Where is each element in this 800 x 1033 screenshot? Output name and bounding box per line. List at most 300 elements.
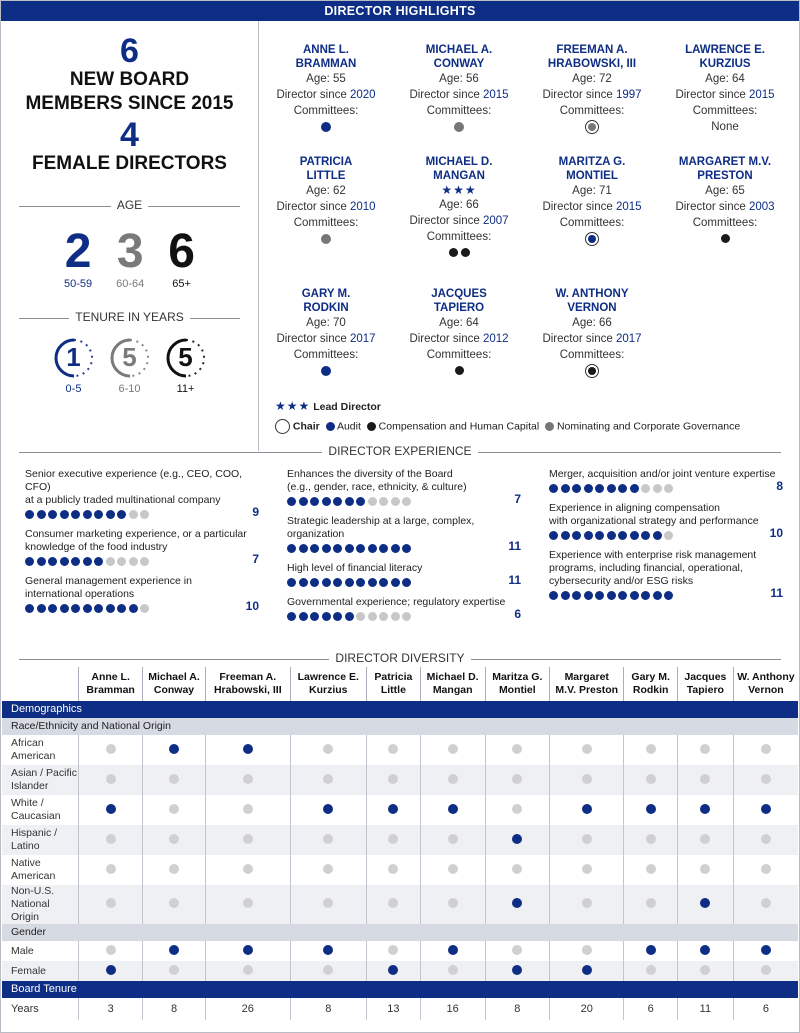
column-header-line2: Bramman	[86, 684, 135, 696]
experience-dot-empty	[391, 497, 400, 506]
diversity-cell	[206, 825, 290, 855]
row-label-line1: Male	[11, 944, 34, 957]
unmarked-dot-icon	[700, 774, 710, 784]
unmarked-dot-icon	[388, 744, 398, 754]
row-label-line1: Female	[11, 964, 47, 977]
director-name-last: PRESTON	[697, 170, 753, 182]
tenure-ring	[164, 336, 208, 380]
unmarked-dot-icon	[106, 898, 116, 908]
experience-dot-bar	[25, 557, 259, 566]
director-card	[527, 43, 657, 137]
experience-text: programs, including financial, operational,	[549, 562, 743, 574]
experience-dot-filled	[630, 484, 639, 493]
committee-marks	[394, 363, 524, 381]
diversity-cell	[550, 961, 624, 981]
committee-marks	[394, 119, 524, 137]
experience-text: organization	[287, 528, 345, 540]
tenure-group	[164, 336, 208, 395]
compensation-dot-icon	[367, 422, 376, 431]
diversity-cell	[420, 825, 485, 855]
experience-dot-empty	[368, 612, 377, 621]
tenure-group-count: 5	[122, 342, 137, 372]
experience-dot-filled	[25, 510, 34, 519]
diversity-cell	[206, 961, 290, 981]
unmarked-dot-icon	[106, 945, 116, 955]
column-header-line2: Montiel	[498, 684, 536, 696]
diversity-cell	[206, 885, 290, 924]
diversity-cell	[733, 941, 798, 961]
row-label-line1: Hispanic /	[11, 827, 58, 839]
diversity-cell	[79, 795, 143, 825]
unmarked-dot-icon	[646, 744, 656, 754]
experience-dot-filled	[117, 604, 126, 613]
director-since-year: 1997	[615, 89, 642, 101]
diversity-cell	[143, 735, 206, 765]
marked-dot-icon	[512, 898, 522, 908]
unmarked-dot-icon	[388, 864, 398, 874]
unmarked-dot-icon	[512, 945, 522, 955]
experience-dot-filled	[333, 578, 342, 587]
experience-dot-empty	[664, 484, 673, 493]
experience-count: 10	[245, 599, 259, 613]
marked-dot-icon	[700, 898, 710, 908]
director-since-label: Director since	[675, 201, 746, 213]
row-label-line2: Islander	[11, 780, 49, 792]
experience-item	[287, 468, 521, 506]
unmarked-dot-icon	[512, 864, 522, 874]
experience-dot-empty	[140, 604, 149, 613]
director-column-header	[733, 667, 798, 701]
marked-dot-icon	[106, 804, 116, 814]
years-value: 8	[485, 998, 550, 1020]
diversity-cell	[485, 885, 550, 924]
experience-dot-filled	[572, 531, 581, 540]
demographics-band-label: Demographics	[2, 701, 798, 718]
director-experience	[1, 444, 799, 658]
diversity-cell	[733, 961, 798, 981]
diversity-cell	[624, 961, 678, 981]
years-value: 3	[79, 998, 143, 1020]
experience-dot-filled	[94, 604, 103, 613]
director-name-first: ANNE L.	[303, 44, 349, 56]
director-name-last: MANGAN	[433, 170, 485, 182]
experience-dot-filled	[37, 604, 46, 613]
unmarked-dot-icon	[646, 834, 656, 844]
diversity-cell	[624, 825, 678, 855]
unmarked-dot-icon	[512, 774, 522, 784]
unmarked-dot-icon	[323, 898, 333, 908]
experience-count: 8	[776, 479, 783, 493]
experience-text: cybersecurity and/or ESG risks	[549, 575, 694, 587]
unmarked-dot-icon	[582, 774, 592, 784]
diversity-row-label	[2, 941, 79, 961]
committees-label: Committees:	[559, 217, 625, 229]
committees-label: Committees:	[293, 105, 359, 117]
lead-director-stars-icon: ★★★	[275, 399, 311, 413]
compensation-committee-icon	[461, 248, 470, 257]
unmarked-dot-icon	[448, 774, 458, 784]
marked-dot-icon	[323, 945, 333, 955]
experience-text: Experience in aligning compensation	[549, 502, 721, 514]
experience-dot-empty	[641, 484, 650, 493]
experience-item	[549, 502, 783, 540]
unmarked-dot-icon	[582, 744, 592, 754]
diversity-cell	[143, 795, 206, 825]
director-since-label: Director since	[542, 201, 613, 213]
marked-dot-icon	[169, 744, 179, 754]
tenure-group	[108, 336, 152, 395]
experience-dot-filled	[379, 544, 388, 553]
experience-dot-filled	[37, 510, 46, 519]
diversity-cell	[550, 795, 624, 825]
experience-dot-filled	[368, 544, 377, 553]
experience-dot-empty	[391, 612, 400, 621]
age-group	[116, 225, 145, 290]
diversity-cell	[485, 961, 550, 981]
committee-marks	[527, 363, 657, 381]
nominating-dot-icon	[545, 422, 554, 431]
marked-dot-icon	[582, 804, 592, 814]
diversity-cell	[367, 795, 421, 825]
director-age: Age: 65	[705, 185, 745, 197]
chair-committee-icon	[585, 120, 599, 134]
director-name-last: LITTLE	[306, 170, 346, 182]
experience-dot-empty	[140, 557, 149, 566]
diversity-row-label	[2, 855, 79, 885]
diversity-cell	[733, 885, 798, 924]
row-label-line1: Asian / Pacific	[11, 767, 77, 779]
director-column-header	[485, 667, 550, 701]
row-label-line1: Non-U.S.	[11, 885, 55, 897]
diversity-cell	[367, 941, 421, 961]
new-members-count: 6	[120, 32, 139, 70]
experience-dot-empty	[129, 510, 138, 519]
diversity-cell	[624, 885, 678, 924]
row-label-line2: National Origin	[11, 898, 50, 923]
director-since	[660, 199, 790, 215]
age-group	[64, 225, 93, 290]
years-label: Years	[11, 1002, 39, 1015]
diversity-cell	[206, 765, 290, 795]
chair-ring-icon	[275, 419, 290, 434]
director-column-header	[79, 667, 143, 701]
director-diversity	[1, 651, 799, 1020]
unmarked-dot-icon	[388, 945, 398, 955]
director-since	[527, 199, 657, 215]
experience-dot-filled	[356, 497, 365, 506]
diversity-row-label	[2, 735, 79, 765]
diversity-cell	[733, 825, 798, 855]
director-since-year: 2015	[748, 89, 775, 101]
director-name-last: VERNON	[567, 302, 617, 314]
committees-label: Committees:	[426, 231, 492, 243]
age-group	[168, 225, 195, 290]
experience-dot-filled	[607, 484, 616, 493]
experience-dot-filled	[607, 531, 616, 540]
director-age: Age: 70	[306, 317, 346, 329]
unmarked-dot-icon	[582, 898, 592, 908]
experience-dot-empty	[664, 531, 673, 540]
experience-text: Experience with enterprise risk management	[549, 549, 757, 561]
director-card	[261, 43, 391, 137]
experience-dot-filled	[630, 591, 639, 600]
diversity-row-label	[2, 765, 79, 795]
diversity-cell	[733, 765, 798, 795]
experience-dot-filled	[94, 510, 103, 519]
unmarked-dot-icon	[700, 834, 710, 844]
diversity-row	[2, 795, 798, 825]
diversity-cell	[290, 961, 367, 981]
diversity-cell	[367, 735, 421, 765]
director-card	[394, 43, 524, 137]
director-since	[261, 199, 391, 215]
experience-item	[287, 515, 521, 553]
diversity-cell	[420, 885, 485, 924]
diversity-cell	[367, 961, 421, 981]
years-value: 8	[290, 998, 367, 1020]
unmarked-dot-icon	[448, 864, 458, 874]
diversity-cell	[420, 795, 485, 825]
experience-dot-filled	[287, 578, 296, 587]
diversity-cell	[420, 855, 485, 885]
diversity-cell	[550, 855, 624, 885]
unmarked-dot-icon	[448, 898, 458, 908]
column-header-line2: Conway	[153, 684, 195, 696]
director-since-year: 2015	[482, 89, 509, 101]
experience-dot-filled	[94, 557, 103, 566]
experience-dot-filled	[60, 604, 69, 613]
experience-column	[549, 468, 783, 609]
female-count: 4	[120, 116, 139, 154]
director-since-year: 2007	[482, 215, 509, 227]
experience-dot-empty	[140, 510, 149, 519]
marked-dot-icon	[512, 965, 522, 975]
director-name-last: KURZIUS	[699, 58, 751, 70]
committees-label: Committees:	[293, 349, 359, 361]
experience-dot-filled	[584, 531, 593, 540]
diversity-cell	[677, 735, 733, 765]
column-header-line2: Little	[380, 684, 406, 696]
director-card	[527, 287, 657, 381]
diversity-cell	[290, 855, 367, 885]
director-since-label: Director since	[542, 89, 613, 101]
marked-dot-icon	[448, 804, 458, 814]
experience-dot-empty	[356, 612, 365, 621]
unmarked-dot-icon	[388, 898, 398, 908]
diversity-cell	[550, 765, 624, 795]
diversity-cell	[290, 735, 367, 765]
experience-dot-empty	[117, 557, 126, 566]
director-since-year: 2017	[349, 333, 376, 345]
unmarked-dot-icon	[169, 834, 179, 844]
diversity-cell	[367, 885, 421, 924]
diversity-cell	[79, 825, 143, 855]
director-age: Age: 55	[306, 73, 346, 85]
unmarked-dot-icon	[512, 804, 522, 814]
experience-dot-filled	[595, 484, 604, 493]
diversity-cell	[550, 885, 624, 924]
chair-committee-icon	[585, 364, 599, 378]
years-value: 6	[624, 998, 678, 1020]
director-column-header	[677, 667, 733, 701]
years-value: 13	[367, 998, 421, 1020]
diversity-cell	[420, 941, 485, 961]
diversity-row-label	[2, 885, 79, 924]
row-label-line2: Caucasian	[11, 810, 61, 822]
experience-dot-bar	[25, 510, 259, 519]
diversity-cell	[420, 765, 485, 795]
age-group-label: 60-64	[116, 278, 145, 290]
director-name-first: FREEMAN A.	[556, 44, 628, 56]
column-header-line1: Michael D.	[426, 671, 479, 683]
experience-dot-filled	[561, 591, 570, 600]
experience-text: at a publicly traded multinational company	[25, 494, 221, 506]
director-name-first: W. ANTHONY	[555, 288, 629, 300]
diversity-cell	[624, 855, 678, 885]
diversity-cell	[367, 765, 421, 795]
race-band-label: Race/Ethnicity and National Origin	[2, 718, 798, 735]
experience-count: 10	[769, 526, 783, 540]
experience-dot-filled	[607, 591, 616, 600]
director-name-last: CONWAY	[433, 58, 485, 70]
unmarked-dot-icon	[761, 898, 771, 908]
unmarked-dot-icon	[582, 945, 592, 955]
unmarked-dot-icon	[582, 864, 592, 874]
header-blank	[2, 667, 79, 701]
marked-dot-icon	[646, 804, 656, 814]
diversity-cell	[550, 735, 624, 765]
diversity-cell	[677, 795, 733, 825]
diversity-row-label	[2, 795, 79, 825]
experience-dot-filled	[83, 510, 92, 519]
marked-dot-icon	[323, 804, 333, 814]
age-section-title: AGE	[1, 198, 258, 214]
committees-label: Committees:	[426, 105, 492, 117]
committee-marks	[660, 119, 790, 137]
diversity-cell	[143, 885, 206, 924]
experience-dot-filled	[48, 604, 57, 613]
director-column-header	[550, 667, 624, 701]
diversity-cell	[143, 765, 206, 795]
experience-dot-filled	[71, 557, 80, 566]
diversity-cell	[290, 765, 367, 795]
legend-lead	[275, 399, 381, 413]
age-group-label: 50-59	[64, 278, 93, 290]
director-since-label: Director since	[276, 333, 347, 345]
unmarked-dot-icon	[761, 774, 771, 784]
diversity-cell	[367, 855, 421, 885]
director-since	[261, 331, 391, 347]
diversity-cell	[677, 855, 733, 885]
column-header-line1: Patricia	[374, 671, 413, 683]
unmarked-dot-icon	[582, 834, 592, 844]
diversity-cell	[677, 885, 733, 924]
years-row	[2, 998, 798, 1020]
experience-dot-filled	[595, 591, 604, 600]
experience-dot-filled	[641, 591, 650, 600]
column-header-line2: Rodkin	[632, 684, 669, 696]
experience-dot-bar	[287, 612, 521, 621]
unmarked-dot-icon	[700, 864, 710, 874]
experience-dot-filled	[595, 531, 604, 540]
diversity-row	[2, 961, 798, 981]
experience-dot-filled	[333, 612, 342, 621]
experience-dot-filled	[299, 497, 308, 506]
committee-marks	[261, 119, 391, 137]
director-age: Age: 66	[572, 317, 612, 329]
tenure-groups	[1, 336, 258, 395]
marked-dot-icon	[169, 945, 179, 955]
director-since-label: Director since	[276, 89, 347, 101]
experience-dot-filled	[618, 591, 627, 600]
director-age: Age: 64	[705, 73, 745, 85]
experience-text: Merger, acquisition and/or joint venture expertise	[549, 468, 776, 480]
experience-dot-filled	[299, 544, 308, 553]
column-header-line2: Tapiero	[686, 684, 724, 696]
tenure-ring	[52, 336, 96, 380]
experience-count: 11	[770, 586, 783, 600]
header-title: DIRECTOR HIGHLIGHTS	[1, 1, 799, 21]
director-since	[394, 87, 524, 103]
experience-dot-filled	[299, 578, 308, 587]
row-label-line1: Native	[11, 857, 41, 869]
row-label-line1: White /	[11, 797, 44, 809]
marked-dot-icon	[106, 965, 116, 975]
diversity-cell	[550, 825, 624, 855]
experience-dot-bar	[25, 604, 259, 613]
experience-dot-filled	[653, 531, 662, 540]
experience-dot-filled	[310, 544, 319, 553]
unmarked-dot-icon	[323, 834, 333, 844]
diversity-cell	[143, 941, 206, 961]
experience-dot-filled	[356, 578, 365, 587]
director-since-label: Director since	[409, 333, 480, 345]
column-header-line2: Mangan	[432, 684, 473, 696]
diversity-cell	[206, 855, 290, 885]
diversity-cell	[624, 941, 678, 961]
experience-item	[25, 528, 259, 566]
tenure-ring	[108, 336, 152, 380]
diversity-table	[2, 667, 798, 1020]
unmarked-dot-icon	[700, 965, 710, 975]
diversity-cell	[733, 855, 798, 885]
unmarked-dot-icon	[169, 774, 179, 784]
unmarked-dot-icon	[761, 965, 771, 975]
experience-dot-filled	[379, 578, 388, 587]
director-since-label: Director since	[675, 89, 746, 101]
diversity-cell	[733, 735, 798, 765]
experience-dot-empty	[402, 612, 411, 621]
diversity-row	[2, 855, 798, 885]
diversity-cell	[290, 885, 367, 924]
diversity-cell	[290, 941, 367, 961]
race-band	[2, 718, 798, 735]
unmarked-dot-icon	[646, 898, 656, 908]
diversity-cell	[485, 941, 550, 961]
unmarked-dot-icon	[106, 864, 116, 874]
experience-dot-filled	[618, 484, 627, 493]
unmarked-dot-icon	[323, 744, 333, 754]
unmarked-dot-icon	[323, 864, 333, 874]
unmarked-dot-icon	[646, 864, 656, 874]
column-header-line2: M.V. Preston	[555, 684, 619, 696]
diversity-cell	[485, 735, 550, 765]
committee-marks	[394, 245, 524, 263]
row-label-line2: American	[11, 870, 56, 882]
experience-column	[287, 468, 521, 630]
experience-dot-filled	[106, 510, 115, 519]
director-since-year: 2012	[482, 333, 509, 345]
